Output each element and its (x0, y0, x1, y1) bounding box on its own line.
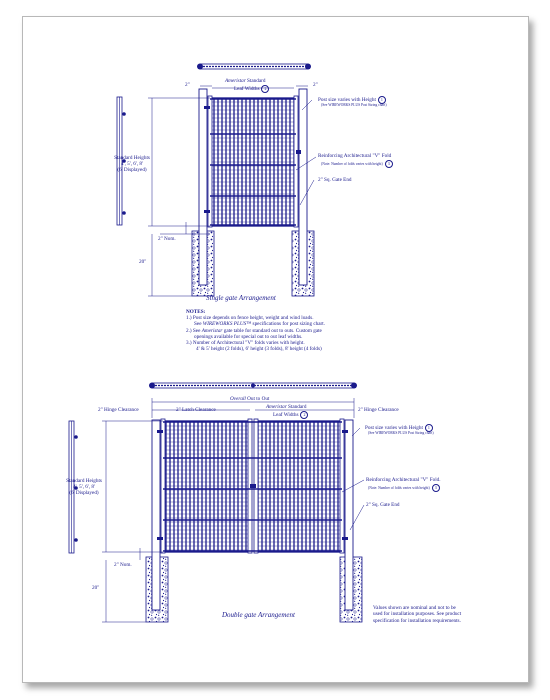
double-hinge-right: 2" Hinge Clearance (358, 407, 399, 413)
single-gate-end-label: 2" Sq. Gate End (318, 177, 352, 183)
double-depth-label: 20" (92, 585, 100, 591)
double-overall: Overall Out to Out (230, 396, 270, 402)
single-reinforcing-label: Reinforcing Architectural "V" Fold (318, 153, 392, 159)
single-leaf-widths: Leaf Widths 2 (234, 85, 269, 93)
double-left-leaf (163, 421, 250, 552)
single-post-size-note: (See WIREWORKS PLUS Post Sizing chart) (321, 103, 387, 107)
double-right-leaf (255, 421, 342, 552)
double-right-post (345, 420, 353, 610)
double-leaf-widths: Leaf Widths 2 (273, 411, 308, 419)
single-brand: Ameristar Standard (225, 78, 266, 84)
single-gate-leaf (210, 98, 296, 226)
single-post-size-label: Post size varies with Height 1 (318, 96, 386, 104)
double-heights-label: Standard Heights 4', 5', 6', 8' (6' Displayed) (66, 478, 102, 496)
single-right-post (299, 89, 307, 285)
double-reinforcing-label: Reinforcing Architectural "V" Fold. (366, 477, 441, 483)
single-nom-label: 2" Nom. (158, 236, 176, 242)
single-heights-label: Standard Heights 4', 5', 6', 8' (6' Displayed) (114, 155, 150, 173)
double-reinforcing-note: (Note: Number of folds varies with height) 3 (368, 484, 440, 492)
single-right-clearance: 2" (313, 82, 318, 88)
double-brand: Ameristar Standard (266, 404, 307, 410)
double-latch: 2" Latch Clearance (176, 407, 216, 413)
double-nom-label: 2" Nom. (114, 562, 132, 568)
double-gate-plan-view (149, 383, 357, 389)
disclaimer: Values shown are nominal and not to be used for installation purposes. See product specification for installation requirements. (373, 605, 462, 624)
notes-block: NOTES: 1.) Post size depends on fence height, weight and wind loads. See WIREWORKS PLUS™ specifications for post sizing chart. 2.) See Ameristar gate table for standard out to outs. Custom gate openings available for special out to out leaf widths. 3.) Number of Architectural "V" folds varies with height. 4' & 5' height (2 folds), 6' height (3 folds), 8' height (4 folds) (186, 309, 366, 352)
notes-heading: NOTES: (186, 309, 206, 315)
double-left-post (152, 420, 160, 610)
double-post-size-note: (See WIREWORKS PLUS Post Sizing chart) (368, 431, 434, 435)
single-gate-plan-view (197, 64, 311, 70)
single-left-clearance: 2" (185, 82, 190, 88)
double-gate-end-label: 2" Sq. Gate End (366, 502, 400, 508)
single-left-post (199, 89, 207, 285)
double-gate-title: Double gate Arrangement (222, 611, 295, 619)
single-depth-label: 20" (139, 259, 147, 265)
single-gate-title: Single gate Arrangement (206, 294, 276, 302)
double-hinge-left: 2" Hinge Clearance (98, 407, 139, 413)
double-post-size-label: Post size varies with Height 1 (365, 424, 433, 432)
single-reinforcing-note: (Note: Number of folds varies with height) 3 (321, 160, 393, 168)
